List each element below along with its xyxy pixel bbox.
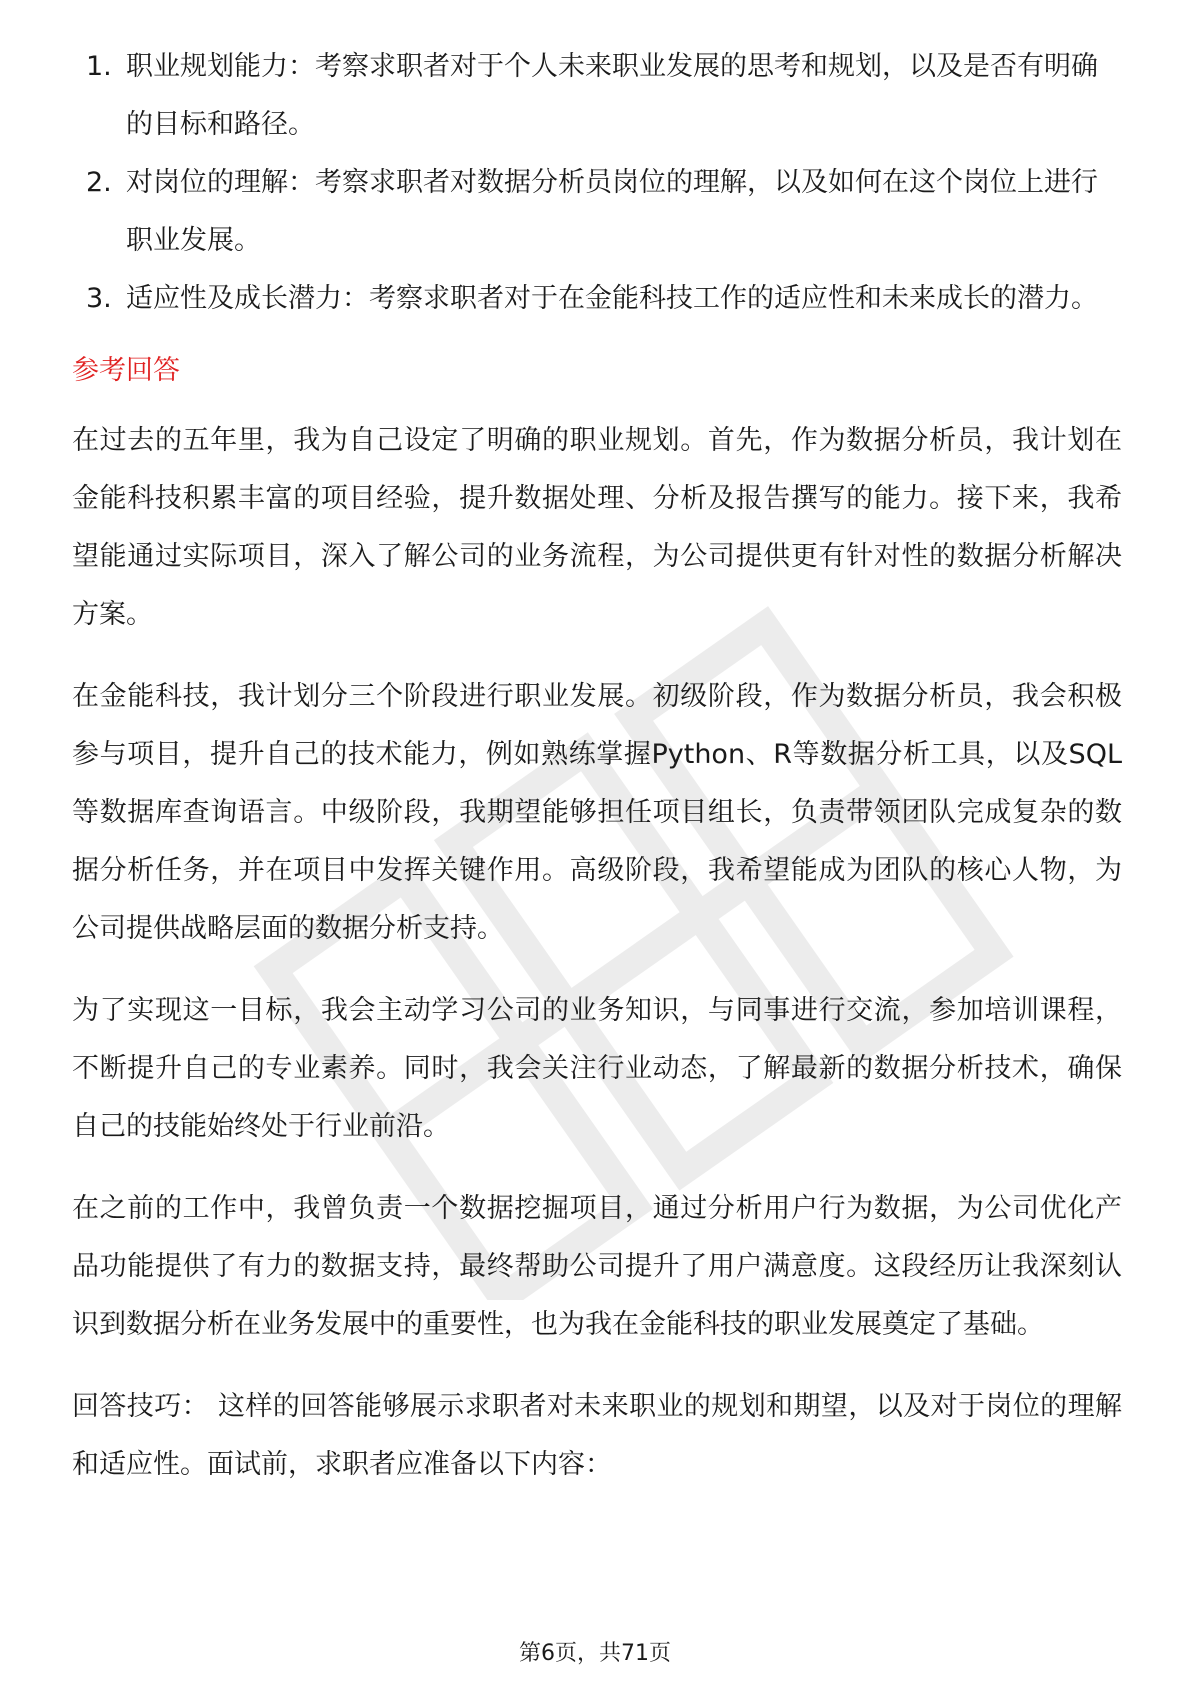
- answer-paragraph: 在金能科技，我计划分三个阶段进行职业发展。初级阶段，作为数据分析员，我会积极参与项目，提升自己的技术能力，例如熟练掌握Python、R等数据分析工具，以及SQL等数据库查询语言。中级阶段，我期望能够担任项目组长，负责带领团队完成复杂的数据分析任务，并在项目中发挥关键作用。高级阶段，我希望能成为团队的核心人物，为公司提供战略层面的数据分析支持。: [72, 681, 1122, 944]
- criteria-item: [72, 38, 1122, 154]
- criteria-item: [72, 154, 1122, 270]
- criteria-item: [72, 270, 1122, 328]
- evaluation-criteria-list: [72, 38, 1122, 328]
- criteria-text: 适应性及成长潜力：考察求职者对于在金能科技工作的适应性和未来成长的潜力。: [126, 283, 1098, 314]
- criteria-text: 对岗位的理解：考察求职者对数据分析员岗位的理解，以及如何在这个岗位上进行职业发展。: [126, 167, 1098, 256]
- criteria-number: 2.: [86, 167, 112, 198]
- answer-paragraph: 在过去的五年里，我为自己设定了明确的职业规划。首先，作为数据分析员，我计划在金能科技积累丰富的项目经验，提升数据处理、分析及报告撰写的能力。接下来，我希望能通过实际项目，深入了解公司的业务流程，为公司提供更有针对性的数据分析解决方案。: [72, 425, 1122, 630]
- reference-answer-heading: 参考回答: [72, 355, 180, 386]
- criteria-text: 职业规划能力：考察求职者对于个人未来职业发展的思考和规划，以及是否有明确的目标和路径。: [126, 51, 1098, 140]
- criteria-number: 1.: [86, 51, 112, 82]
- main-content: [72, 38, 1122, 1518]
- answer-paragraph: 在之前的工作中，我曾负责一个数据挖掘项目，通过分析用户行为数据，为公司优化产品功能提供了有力的数据支持，最终帮助公司提升了用户满意度。这段经历让我深刻认识到数据分析在业务发展中的重要性，也为我在金能科技的职业发展奠定了基础。: [72, 1193, 1122, 1340]
- answer-paragraph: 为了实现这一目标，我会主动学习公司的业务知识，与同事进行交流，参加培训课程，不断提升自己的专业素养。同时，我会关注行业动态，了解最新的数据分析技术，确保自己的技能始终处于行业前沿。: [72, 995, 1122, 1142]
- criteria-number: 3.: [86, 283, 112, 314]
- answer-tips: 回答技巧： 这样的回答能够展示求职者对未来职业的规划和期望，以及对于岗位的理解和适应性。面试前，求职者应准备以下内容：: [72, 1391, 1122, 1480]
- page-number: 第6页，共71页: [519, 1641, 671, 1666]
